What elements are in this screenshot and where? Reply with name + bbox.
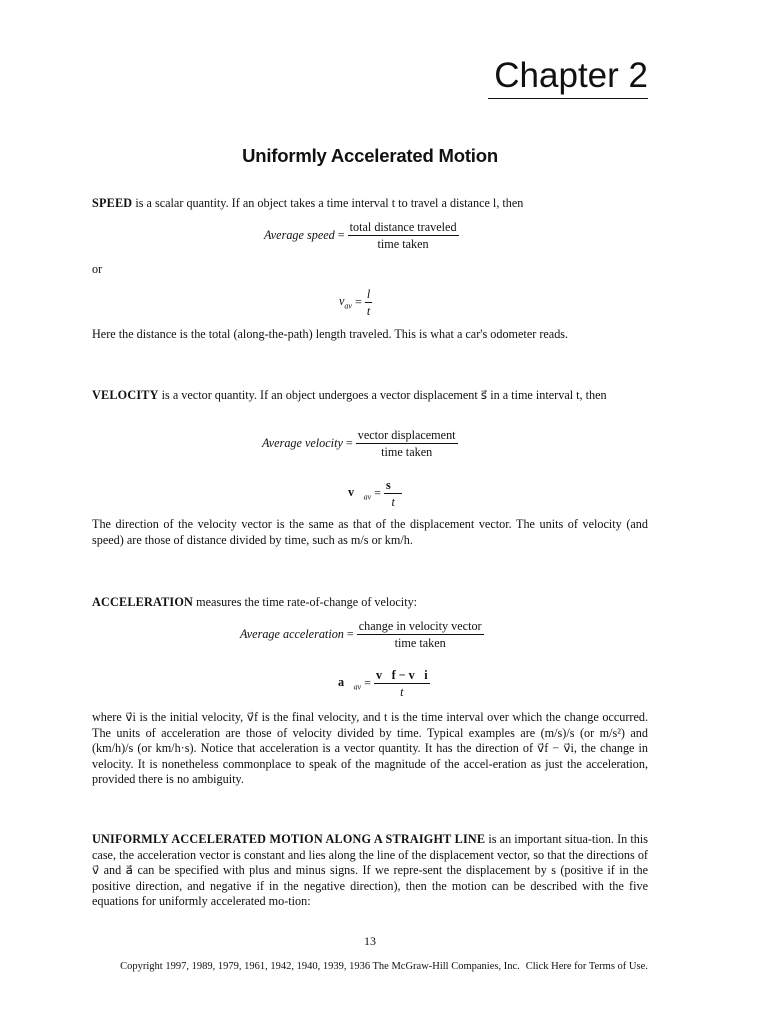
formula-lhs: Average velocity [262, 436, 343, 450]
fraction [384, 478, 402, 509]
numerator: v⃗f − v⃗i [376, 668, 428, 682]
acceleration-formula [240, 619, 484, 650]
acceleration-note: where v⃗i is the initial velocity, v⃗f is the final velocity, and t is the time interval over which the change occurred. The units of acceleration are those of velocity divided by time. Typical examples are (m/s)/s (or m/s²) and (km/h)/s (or km/h·s). Notice that acceleration is a vector quantity. It has the direction of v⃗f − v⃗i, the change in velocity. It is nonetheless commonplace to speak of the magnitude of the accel-eration as just the acceleration, provided there is no ambiguity. [92, 710, 648, 787]
page-number: 13 [364, 934, 376, 948]
uniform-motion-text: is an important situa-tion. In this case, the acceleration vector is constant and lies along the line of the displacement vector, so that the directions of v⃗ and a⃗ can be specified with plus and minus signs. If we repre-sent the displacement by s (positive if in the positive direction, and negative if in the negative direction), then the motion can be described with the five equations for uniformly accelerated mo-tion: [92, 832, 648, 909]
velocity-formula [262, 428, 458, 459]
denominator: t [400, 685, 404, 699]
speed-paragraph [92, 196, 648, 212]
copyright-text: Copyright 1997, 1989, 1979, 1961, 1942, 1940, 1939, 1936 The McGraw-Hill Companies, Inc. [120, 961, 520, 972]
formula-symbol: $v_{av}$ [339, 294, 352, 311]
terms-of-use-link[interactable]: Click Here for Terms of Use. [525, 961, 648, 972]
acceleration-symbolic-formula [338, 668, 430, 699]
equals-sign: = [374, 486, 382, 500]
numerator: l [366, 287, 371, 301]
acceleration-paragraph [92, 595, 648, 611]
formula-lhs: Average speed [264, 228, 335, 242]
page-title: Uniformly Accelerated Motion [242, 145, 498, 166]
velocity-paragraph [92, 388, 648, 404]
fraction [356, 428, 458, 459]
denominator: time taken [377, 237, 429, 251]
velocity-intro: is a vector quantity. If an object undergoes a vector displacement s⃗ in a time interval t, then [158, 388, 607, 402]
chapter-heading: Chapter 2 [494, 56, 648, 95]
speed-note: Here the distance is the total (along-the-path) length traveled. This is what a car's odometer reads. [92, 327, 569, 341]
denominator: t [366, 304, 371, 318]
equals-sign: = [354, 295, 362, 309]
fraction [348, 220, 459, 251]
denominator: t [391, 495, 395, 509]
fraction [365, 287, 372, 318]
or-text: or [92, 262, 103, 276]
speed-intro: is a scalar quantity. If an object takes a time interval t to travel a distance l, then [132, 196, 524, 210]
velocity-note: The direction of the velocity vector is the same as that of the displacement vector. The units of velocity (and speed) are those of distance divided by time, such as m/s or km/h. [92, 517, 648, 547]
equals-sign: = [364, 676, 372, 690]
denominator: time taken [394, 636, 446, 650]
equals-sign: = [346, 627, 354, 641]
uniform-motion-term: UNIFORMLY ACCELERATED MOTION ALONG A STRAIGHT LINE [92, 832, 486, 846]
formula-symbol: $v⃗_{av}$ [348, 485, 372, 502]
acceleration-term: ACCELERATION [92, 595, 194, 609]
uniform-motion-paragraph [92, 832, 648, 910]
numerator: total distance traveled [349, 220, 457, 234]
speed-symbolic-formula [339, 287, 372, 318]
acceleration-intro: measures the time rate-of-change of velocity: [193, 595, 418, 609]
fraction [357, 619, 484, 650]
equals-sign: = [345, 436, 353, 450]
numerator: change in velocity vector [358, 619, 482, 633]
fraction [374, 668, 430, 699]
velocity-symbolic-formula [348, 478, 402, 509]
copyright-footer [0, 961, 768, 972]
numerator: s⃗ [386, 478, 401, 492]
speed-formula [264, 220, 459, 251]
equals-sign: = [337, 228, 345, 242]
numerator: vector displacement [357, 428, 456, 442]
formula-symbol: $a⃗_{av}$ [338, 675, 362, 692]
velocity-term: VELOCITY [92, 388, 159, 402]
denominator: time taken [381, 445, 433, 459]
chapter-rule [488, 98, 648, 99]
formula-lhs: Average acceleration [240, 627, 344, 641]
speed-term: SPEED [92, 196, 133, 210]
